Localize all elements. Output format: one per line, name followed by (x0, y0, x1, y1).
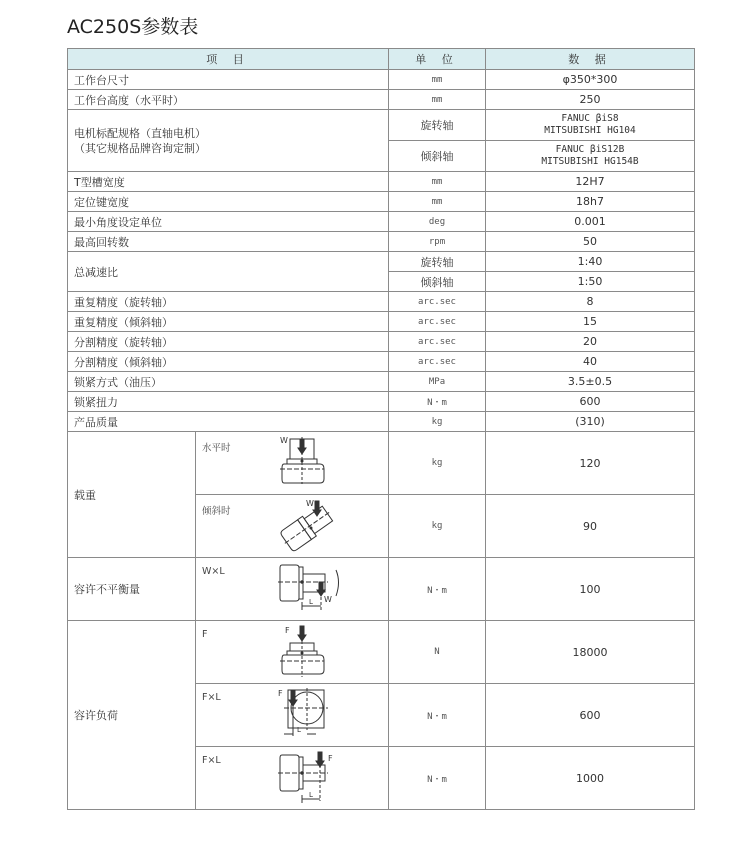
row-label-line1: 电机标配规格（直轴电机） (74, 126, 206, 140)
row-value (486, 141, 695, 172)
row-unit: kg (389, 432, 486, 495)
row-value (486, 110, 695, 141)
row-value: 1:50 (486, 272, 695, 292)
row-value: 18h7 (486, 192, 695, 212)
row-unit: 倾斜轴 (389, 141, 486, 172)
row-unit: N・m (389, 747, 486, 810)
row-label: 分割精度（倾斜轴） (68, 352, 389, 372)
table-row (68, 432, 695, 495)
row-unit: 旋转轴 (389, 110, 486, 141)
row-unit: arc.sec (389, 332, 486, 352)
load-label: 载重 (68, 432, 196, 558)
row-value: 40 (486, 352, 695, 372)
row-label: 重复精度（倾斜轴） (68, 312, 389, 332)
table-row (68, 70, 695, 90)
row-unit: 旋转轴 (389, 252, 486, 272)
table-row (68, 352, 695, 372)
row-value: 18000 (486, 621, 695, 684)
table-row (68, 558, 695, 621)
row-value: (310) (486, 412, 695, 432)
condition-label: F×L (202, 692, 221, 703)
table-row (68, 192, 695, 212)
row-unit: arc.sec (389, 312, 486, 332)
row-unit: 倾斜轴 (389, 272, 486, 292)
row-unit: deg (389, 212, 486, 232)
load-horizontal-cell (196, 432, 389, 495)
row-value: φ350*300 (486, 70, 695, 90)
row-label: 最小角度设定单位 (68, 212, 389, 232)
row-unit: N・m (389, 392, 486, 412)
motor-spec-label (68, 110, 389, 172)
value-line1: FANUC βiS8 (561, 113, 619, 124)
row-label: T型槽宽度 (68, 172, 389, 192)
row-unit: mm (389, 90, 486, 110)
row-value: 600 (486, 392, 695, 412)
spec-table (67, 48, 695, 810)
allowable-load-label: 容许负荷 (68, 621, 196, 810)
table-row (68, 412, 695, 432)
header-value: 数 据 (486, 49, 695, 70)
svg-text:W: W (280, 436, 288, 445)
value-line1: FANUC βiS12B (555, 144, 625, 155)
row-unit: mm (389, 172, 486, 192)
row-unit: kg (389, 412, 486, 432)
unbalance-label: 容许不平衡量 (68, 558, 196, 621)
svg-text:W: W (324, 595, 332, 604)
row-label: 锁紧方式（油压） (68, 372, 389, 392)
row-value: 0.001 (486, 212, 695, 232)
svg-text:F: F (285, 626, 290, 635)
svg-text:F: F (328, 754, 333, 763)
row-label: 总减速比 (68, 252, 389, 292)
row-label-line2: （其它规格品牌咨询定制） (74, 141, 206, 155)
radial-moment-front-diagram-icon (276, 686, 346, 744)
row-label: 工作台尺寸 (68, 70, 389, 90)
row-unit: mm (389, 70, 486, 90)
condition-label: F (202, 629, 208, 640)
unbalance-cell (196, 558, 389, 621)
table-row (68, 372, 695, 392)
svg-text:L: L (309, 598, 313, 606)
row-label: 定位键宽度 (68, 192, 389, 212)
table-row (68, 232, 695, 252)
row-unit: N (389, 621, 486, 684)
row-value: 250 (486, 90, 695, 110)
axial-force-diagram-icon (276, 623, 346, 681)
svg-text:W: W (306, 499, 314, 508)
row-value: 1000 (486, 747, 695, 810)
condition-label: F×L (202, 755, 221, 766)
row-value: 15 (486, 312, 695, 332)
condition-label: 水平时 (202, 443, 231, 454)
row-value: 20 (486, 332, 695, 352)
row-value: 8 (486, 292, 695, 312)
axial-force-cell (196, 621, 389, 684)
radial-moment-front-cell (196, 684, 389, 747)
table-row (68, 212, 695, 232)
row-value: 120 (486, 432, 695, 495)
table-row (68, 110, 695, 141)
row-label: 重复精度（旋转轴） (68, 292, 389, 312)
unbalance-moment-diagram-icon (276, 560, 356, 618)
row-unit: N・m (389, 558, 486, 621)
table-row (68, 292, 695, 312)
row-value: 600 (486, 684, 695, 747)
row-label: 锁紧扭力 (68, 392, 389, 412)
table-row (68, 392, 695, 412)
tilted-load-diagram-icon (276, 497, 346, 555)
table-row (68, 621, 695, 684)
table-header (68, 49, 695, 70)
row-unit: rpm (389, 232, 486, 252)
row-value: 100 (486, 558, 695, 621)
table-row (68, 90, 695, 110)
value-line2: MITSUBISHI HG104 (544, 125, 636, 136)
radial-moment-side-cell (196, 747, 389, 810)
table-row (68, 172, 695, 192)
row-value: 50 (486, 232, 695, 252)
page-title: AC250S参数表 (67, 16, 199, 38)
row-value: 1:40 (486, 252, 695, 272)
header-item: 项 目 (68, 49, 389, 70)
row-value: 90 (486, 495, 695, 558)
row-unit: MPa (389, 372, 486, 392)
radial-moment-side-diagram-icon (276, 749, 356, 807)
svg-text:L: L (309, 791, 313, 799)
row-label: 产品质量 (68, 412, 389, 432)
row-label: 最高回转数 (68, 232, 389, 252)
table-row (68, 252, 695, 272)
value-line2: MITSUBISHI HG154B (541, 156, 639, 167)
row-value: 12H7 (486, 172, 695, 192)
row-unit: kg (389, 495, 486, 558)
svg-text:L: L (297, 726, 301, 734)
horizontal-load-diagram-icon (276, 434, 346, 492)
table-row (68, 312, 695, 332)
row-unit: N・m (389, 684, 486, 747)
row-label: 工作台高度（水平时） (68, 90, 389, 110)
table-row (68, 332, 695, 352)
row-label: 分割精度（旋转轴） (68, 332, 389, 352)
condition-label: W×L (202, 566, 225, 577)
condition-label: 倾斜时 (202, 506, 231, 517)
svg-text:F: F (278, 689, 283, 698)
row-unit: arc.sec (389, 292, 486, 312)
header-unit: 单 位 (389, 49, 486, 70)
row-unit: arc.sec (389, 352, 486, 372)
load-tilted-cell (196, 495, 389, 558)
row-unit: mm (389, 192, 486, 212)
row-value: 3.5±0.5 (486, 372, 695, 392)
